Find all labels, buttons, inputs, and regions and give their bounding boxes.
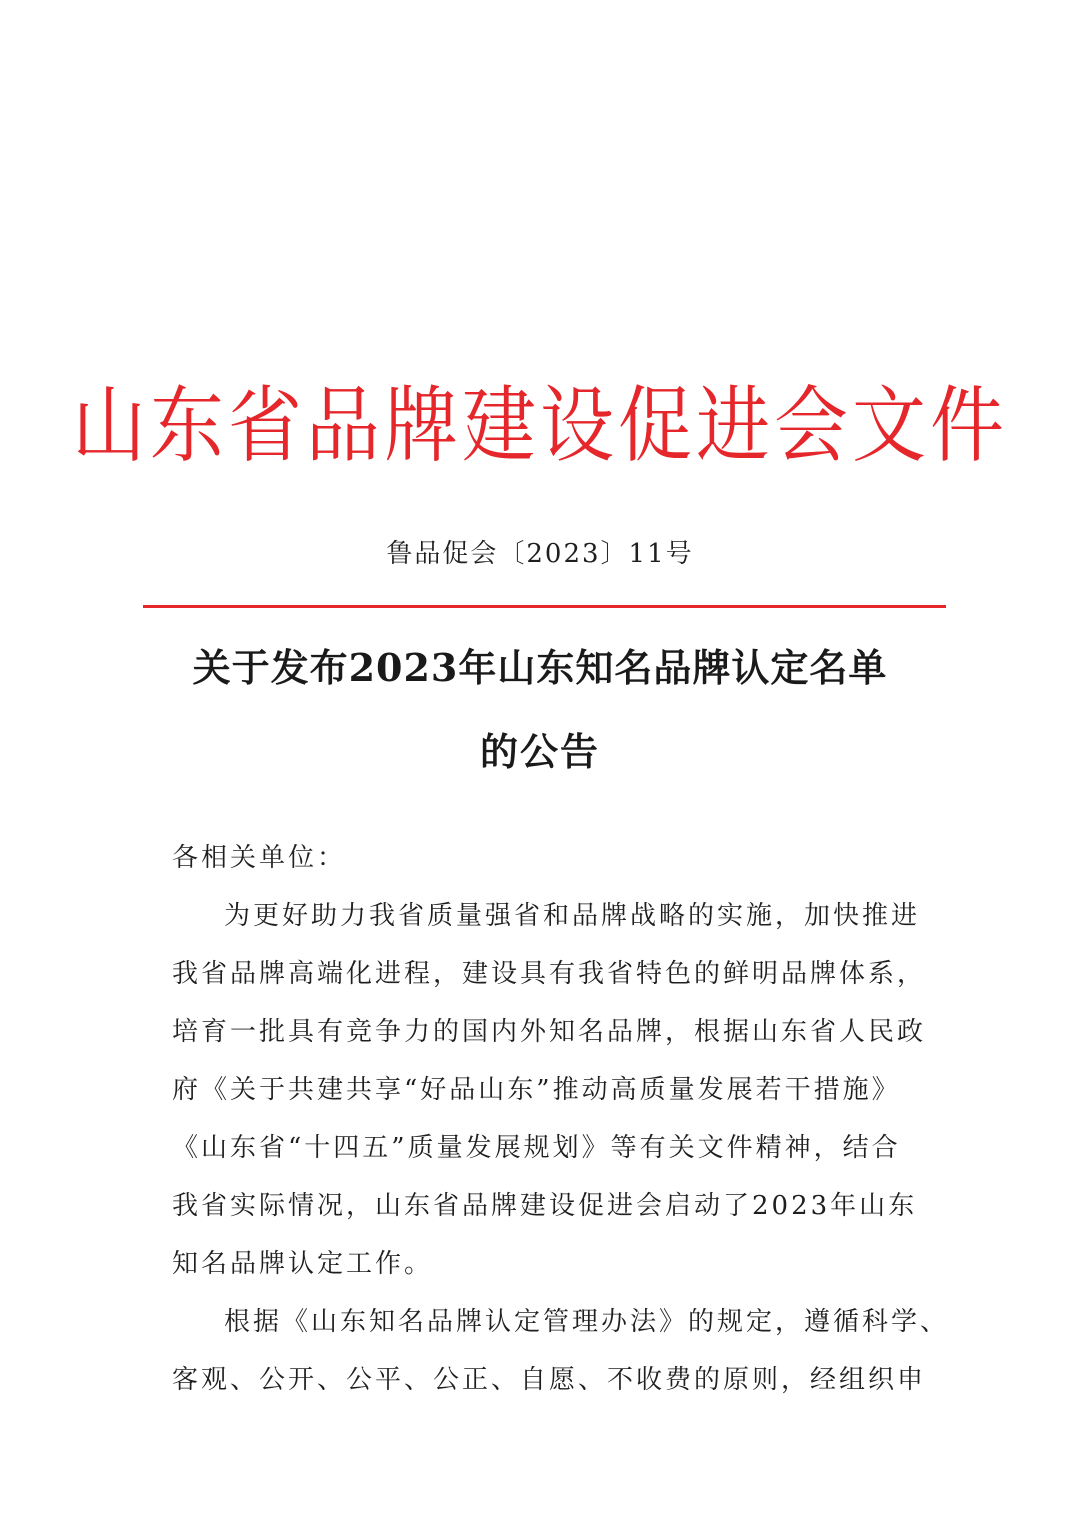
paragraph-2-line: 客观、公开、公平、公正、自愿、不收费的原则，经组织申 [172,1365,927,1395]
notice-title-line-1: 关于发布2023年山东知名品牌认定名单 [192,645,888,690]
paragraph-1-line: 我省实际情况，山东省品牌建设促进会启动了2023年山东 [172,1191,918,1221]
paragraph-1-line: 培育一批具有竞争力的国内外知名品牌，根据山东省人民政 [172,1017,927,1047]
paragraph-1-line: 府《关于共建共享“好品山东”推动高质量发展若干措施》 [172,1075,901,1105]
paragraph-1-line: 知名品牌认定工作。 [172,1249,434,1279]
paragraph-1-line: 为更好助力我省质量强省和品牌战略的实施，加快推进 [224,901,921,931]
red-divider-line [143,605,946,608]
paragraph-1-line: 《山东省“十四五”质量发展规划》等有关文件精神，结合 [172,1133,901,1163]
notice-title-line-2: 的公告 [479,729,600,774]
paragraph-2-line: 根据《山东知名品牌认定管理办法》的规定，遵循科学、 [224,1307,950,1337]
salutation: 各相关单位： [172,843,347,873]
document-number: 鲁品促会〔2023〕11号 [386,539,694,569]
red-header-title: 山东省品牌建设促进会文件 [72,377,1008,474]
paragraph-1-line: 我省品牌高端化进程，建设具有我省特色的鲜明品牌体系， [172,959,927,989]
